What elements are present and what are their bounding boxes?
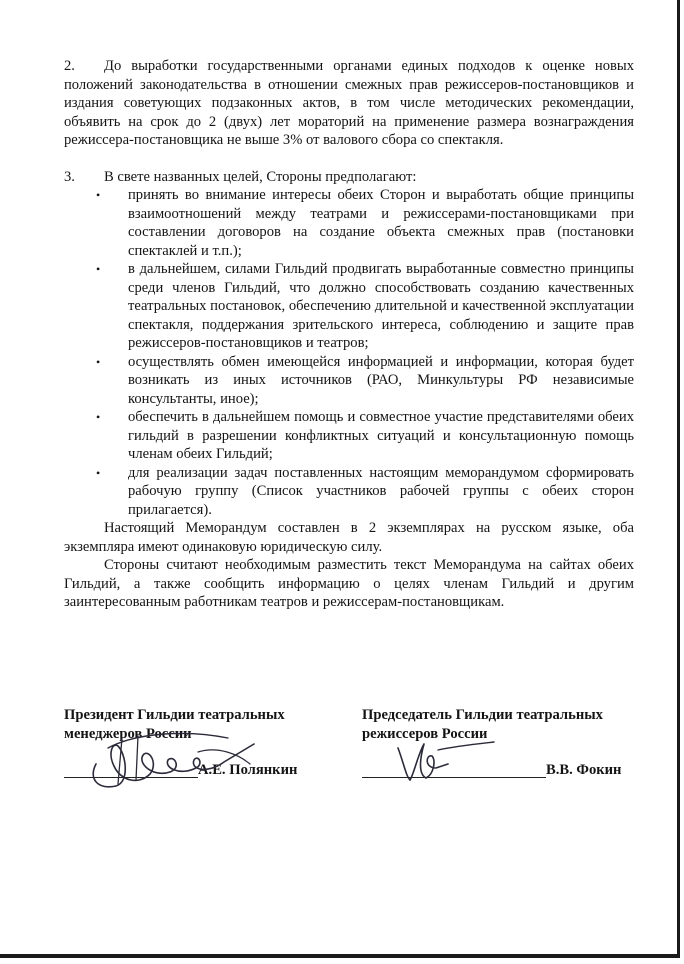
list-item bbox=[96, 186, 634, 260]
bullet-icon: • bbox=[96, 188, 101, 202]
paragraph-2 bbox=[64, 57, 634, 150]
document-body bbox=[64, 57, 634, 612]
list-item bbox=[96, 464, 634, 520]
paragraph-3-intro bbox=[64, 168, 634, 187]
list-item-text: для реализации задач поставленных настоящим меморандумом сформировать рабочую группу (Список участников рабочей группы с обеих сторон прилагается). bbox=[128, 464, 634, 518]
paragraph-3-intro-text: В свете названных целей, Стороны предполагают: bbox=[104, 168, 417, 185]
handwritten-signature-right bbox=[390, 734, 500, 786]
signatory-name-left: А.Е. Полянкин bbox=[198, 762, 298, 778]
paragraph-2-number: 2. bbox=[64, 58, 75, 74]
signatory-org-left: менеджеров России bbox=[64, 725, 192, 742]
list-item-text: осуществлять обмен имеющейся информацией и информации, которая будет возникать из иных источников (РАО, Минкультуры РФ независимые консультанты, иное); bbox=[128, 353, 634, 407]
list-item-text: принять во внимание интересы обеих Сторон и выработать общие принципы взаимоотношений между театрами и режиссерами-постановщиками при составлении договоров на создание объекта смежных прав (постановки спектаклей и т.п.); bbox=[128, 187, 634, 259]
bullet-list bbox=[64, 186, 634, 519]
list-item-text: в дальнейшем, силами Гильдий продвигать выработанные совместно принципы среди членов Гильдий, что должно способствовать созданию качественных театральных постановок, обеспечению длительной и качественной эксплуатации спектакля, поддержания зрительского интереса, соблюдению и защите прав режиссеров-постановщиков и театров; bbox=[128, 261, 634, 351]
bullet-icon: • bbox=[96, 354, 101, 369]
handwritten-signature-left bbox=[78, 724, 268, 796]
signatory-org-right: режиссеров России bbox=[362, 725, 488, 742]
bullet-icon: • bbox=[96, 465, 101, 480]
bullet-icon: • bbox=[96, 410, 101, 424]
signatory-title-right: Председатель Гильдии театральных bbox=[362, 707, 603, 723]
signatory-title-left: Президент Гильдии театральных bbox=[64, 707, 285, 723]
bullet-icon: • bbox=[96, 262, 101, 276]
closing-paragraph-publication: Стороны считают необходимым разместить текст Меморандума на сайтах обеих Гильдий, а также сообщить информацию о целях членам Гильдий и другим заинтересованным работникам театров и режиссерам-постановщикам. bbox=[64, 557, 634, 610]
paragraph-2-text: До выработки государственными органами единых подходов к оценке новых положений законодательства в отношении смежных прав режиссеров-постановщиков и издания советующих подзаконных актов, в том числе методических рекомендации, объявить на срок до 2 (двух) лет мораторий на применение размера вознаграждения режиссера-постановщика не выше 3% от валового сбора со спектакля. bbox=[64, 58, 634, 148]
list-item bbox=[96, 353, 634, 409]
signatory-name-right: В.В. Фокин bbox=[546, 762, 622, 778]
list-item bbox=[96, 260, 634, 353]
list-item bbox=[96, 408, 634, 464]
list-item-text: обеспечить в дальнейшем помощь и совместное участие представителями обеих гильдий в разрешении конфликтных ситуаций и консультационную помощь членам обеих Гильдий; bbox=[128, 409, 634, 462]
closing-paragraph-copies: Настоящий Меморандум составлен в 2 экземплярах на русском языке, оба экземпляра имеют одинаковую юридическую силу. bbox=[64, 520, 634, 555]
paragraph-3-number: 3. bbox=[64, 168, 75, 185]
